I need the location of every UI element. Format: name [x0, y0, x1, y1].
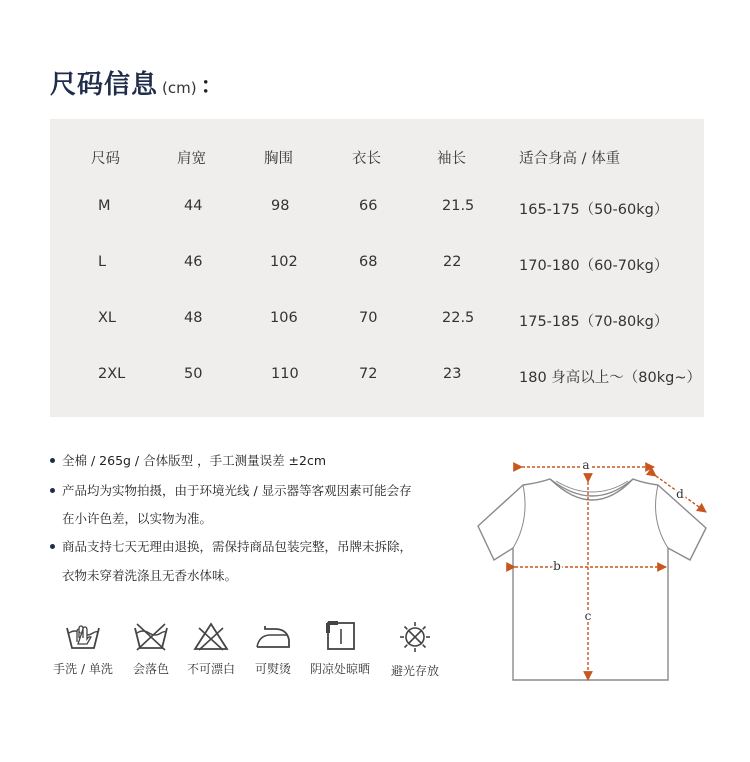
row-xl-sleeve: 22.5: [442, 310, 475, 326]
row-2xl-shoulder: 50: [184, 366, 203, 382]
measure-label-d: d: [676, 487, 684, 501]
care-item-shade-dry: [305, 620, 375, 677]
bullet-dot: [50, 544, 55, 549]
row-2xl-chest: 110: [271, 366, 299, 382]
row-m-shoulder: 44: [184, 198, 203, 214]
color-bleed-icon: [131, 620, 171, 652]
measure-label-a: a: [582, 458, 590, 472]
header-sleeve: 袖长: [437, 151, 466, 167]
note-line: 衣物未穿着洗涤且无香水体味。: [62, 568, 238, 583]
row-xl-size: XL: [98, 310, 117, 326]
measure-label-b: b: [553, 559, 561, 573]
care-item-iron: [238, 620, 308, 677]
row-xl-shoulder: 48: [184, 310, 203, 326]
tshirt-measurement-diagram: [468, 440, 718, 690]
row-xl-chest: 106: [270, 310, 298, 326]
row-l-shoulder: 46: [184, 254, 203, 270]
note-line: 在小许色差，以实物为准。: [62, 511, 213, 526]
note-line: 全棉 / 265g / 合体版型 ，手工测量误差 ±2cm: [62, 453, 327, 468]
tshirt-outline: [478, 479, 706, 680]
row-m-length: 66: [359, 198, 378, 214]
bullet-dot: [50, 458, 55, 463]
size-table: [50, 119, 704, 417]
header-chest: 胸围: [264, 151, 293, 167]
page-title: [50, 64, 223, 101]
care-label: 可熨烫: [254, 662, 291, 676]
header-fit: 适合身高 / 体重: [519, 151, 621, 167]
hand-wash-icon: [63, 620, 103, 652]
care-item-avoid-sun: [380, 620, 450, 679]
row-l-size: L: [98, 254, 107, 270]
header-length: 衣长: [352, 151, 381, 167]
header-size: 尺码: [91, 151, 120, 167]
title-main: 尺码信息: [50, 70, 159, 100]
avoid-sun-icon: [395, 620, 435, 654]
note-line: 产品均为实物拍摄，由于环境光线 / 显示器等客观因素可能会存: [62, 483, 412, 498]
row-m-chest: 98: [271, 198, 290, 214]
care-label: 会落色: [132, 662, 169, 676]
shade-dry-icon: [320, 620, 360, 652]
row-l-fit: 170-180（60-70kg）: [519, 258, 669, 274]
care-item-no-bleach: [176, 620, 246, 677]
row-l-chest: 102: [270, 254, 298, 270]
care-label: 手洗 / 单洗: [53, 662, 113, 676]
title-unit: (cm): [162, 79, 197, 97]
note-line: 商品支持七天无理由退换，需保持商品包装完整，吊牌未拆除，: [62, 539, 413, 554]
care-item-hand-wash: [48, 620, 118, 677]
row-l-length: 68: [359, 254, 378, 270]
row-m-fit: 165-175（50-60kg）: [519, 202, 669, 218]
header-shoulder: 肩宽: [177, 151, 206, 167]
care-label: 阴凉处晾晒: [309, 662, 370, 676]
bullet-dot: [50, 488, 55, 493]
row-2xl-sleeve: 23: [443, 366, 462, 382]
care-label: 避光存放: [390, 664, 439, 678]
row-l-sleeve: 22: [443, 254, 462, 270]
no-bleach-icon: [191, 620, 231, 652]
row-2xl-length: 72: [359, 366, 378, 382]
measure-label-c: c: [584, 609, 592, 623]
row-2xl-fit: 180 身高以上～（80kg~）: [519, 370, 701, 386]
row-m-size: M: [98, 198, 111, 214]
care-label: 不可漂白: [186, 662, 235, 676]
row-m-sleeve: 21.5: [442, 198, 475, 214]
row-xl-fit: 175-185（70-80kg）: [519, 314, 669, 330]
iron-icon: [253, 620, 293, 652]
row-xl-length: 70: [359, 310, 378, 326]
title-colon: ：: [200, 74, 223, 99]
row-2xl-size: 2XL: [98, 366, 126, 382]
